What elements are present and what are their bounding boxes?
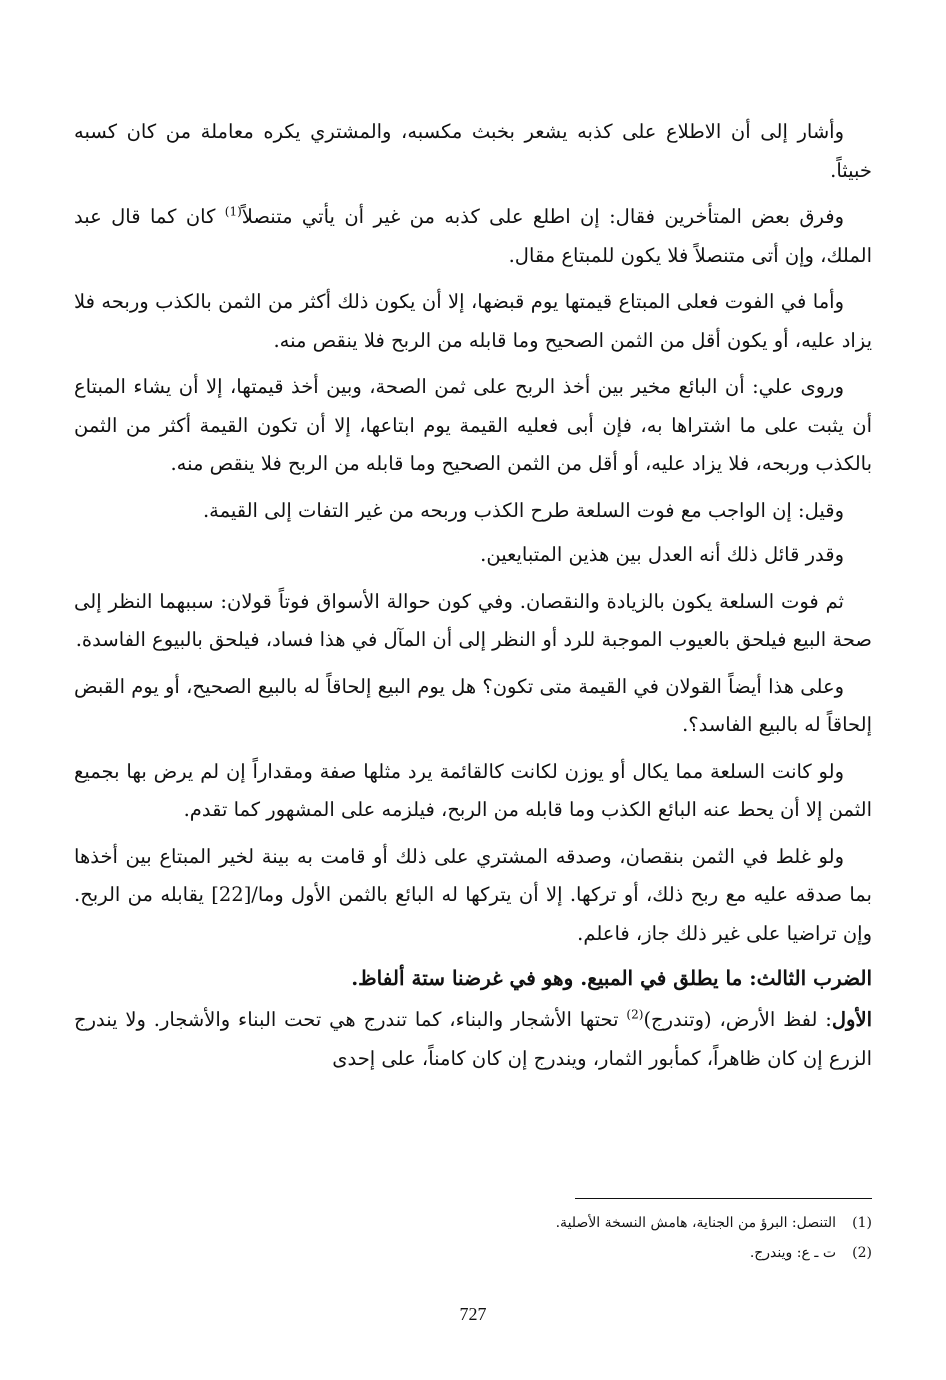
paragraph: وأما في الفوت فعلى المبتاع قيمتها يوم قبضها، إلا أن يكون ذلك أكثر من الثمن بالكذب وربحه فلا يزاد عليه، أو يكون أقل من الثمن الصحيح وما قابله من الربح فلا ينقص منه. <box>74 290 872 352</box>
footnote-separator <box>575 1198 872 1199</box>
paragraph: وروى علي: أن البائع مخير بين أخذ الربح على ثمن الصحة، وبين أخذ قيمتها، إلا أن يشاء المبتاع أن يثبت على ما اشتراها به، فإن أبى فعليه القيمة يوم ابتاعها، إلا أن تكون القيمة أكثر من الثمن بالكذب وربحه، فلا يزاد عليه، أو أقل من الثمن الصحيح وما قابله من الربح فلا ينقص منه. <box>74 375 872 475</box>
footnote-ref: (2) <box>626 1007 644 1022</box>
item-lead: الأول <box>831 1008 872 1031</box>
footnote-number: (1) <box>852 1215 872 1231</box>
footnote-text: التنصل: البرؤ من الجناية، هامش النسخة الأصلية. <box>555 1215 836 1231</box>
paragraph: وقدر قائل ذلك أنه العدل بين هذين المتبايعين. <box>480 543 844 566</box>
footnote-text: ت ـ ع: ويندرج. <box>749 1245 836 1261</box>
paragraph: الأول: لفظ الأرض، (وتندرج)$^{(2)}$ تحتها الأشجار والبناء، كما تندرج هي تحت البناء والأشجار. ولا يندرج الزرع إن كان ظاهراً، كمأبور الثمار، ويندرج إن كان كامناً، على إحدى <box>74 1007 872 1070</box>
footnote-number: (2) <box>852 1245 872 1261</box>
footnote <box>352 1212 872 1234</box>
paragraph: وفرق بعض المتأخرين فقال: إن اطلع على كذبه من غير أن يأتي متنصلاً$^{(1)}$ كان كما قال عبد الملك، وإن أتى متنصلاً فلا يكون للمبتاع مقال. <box>74 204 872 267</box>
section-heading: الضرب الثالث: ما يطلق في المبيع. وهو في غرضنا ستة ألفاظ. <box>351 966 872 990</box>
main-text <box>74 113 872 1078</box>
footnote <box>352 1242 872 1264</box>
paragraph: وقيل: إن الواجب مع فوت السلعة طرح الكذب وربحه من غير التفات إلى القيمة. <box>202 498 844 522</box>
paragraph: ولو كانت السلعة مما يكال أو يوزن لكانت كالقائمة يرد مثلها صفة ومقداراً إن لم يرض بها بجميع الثمن إلا أن يحط عنه البائع الكذب وما قابله من الربح، فيلزمه على المشهور كما تقدم. <box>74 759 872 821</box>
paragraph: وعلى هذا أيضاً القولان في القيمة متى تكون؟ هل يوم البيع إلحاقاً له بالبيع الصحيح، أو يوم القبض إلحاقاً له بالبيع الفاسد؟. <box>74 674 872 736</box>
footnote-ref: (1) <box>224 204 242 219</box>
paragraph: ولو غلط في الثمن بنقصان، وصدقه المشتري على ذلك أو قامت به بينة لخير المبتاع بين أخذها بما صدقه عليه مع ربح ذلك، أو تركها. إلا أن يتركها له البائع بالثمن الأول وما/[22] يقابله من الربح. وإن تراضيا على غير ذلك جاز، فاعلم. <box>74 844 872 945</box>
page-number: 727 <box>459 1304 487 1324</box>
paragraph: وأشار إلى أن الاطلاع على كذبه يشعر بخبث مكسبه، والمشتري يكره معاملة من كان كسبه خبيثاً. <box>74 120 872 182</box>
paragraph: ثم فوت السلعة يكون بالزيادة والنقصان. وفي كون حوالة الأسواق فوتاً قولان: سببهما النظر إلى صحة البيع فيلحق بالعيوب الموجبة للرد أو النظر إلى أن المآل في هذا فساد، فيلحق بالبيوع الفاسدة. <box>74 589 872 651</box>
